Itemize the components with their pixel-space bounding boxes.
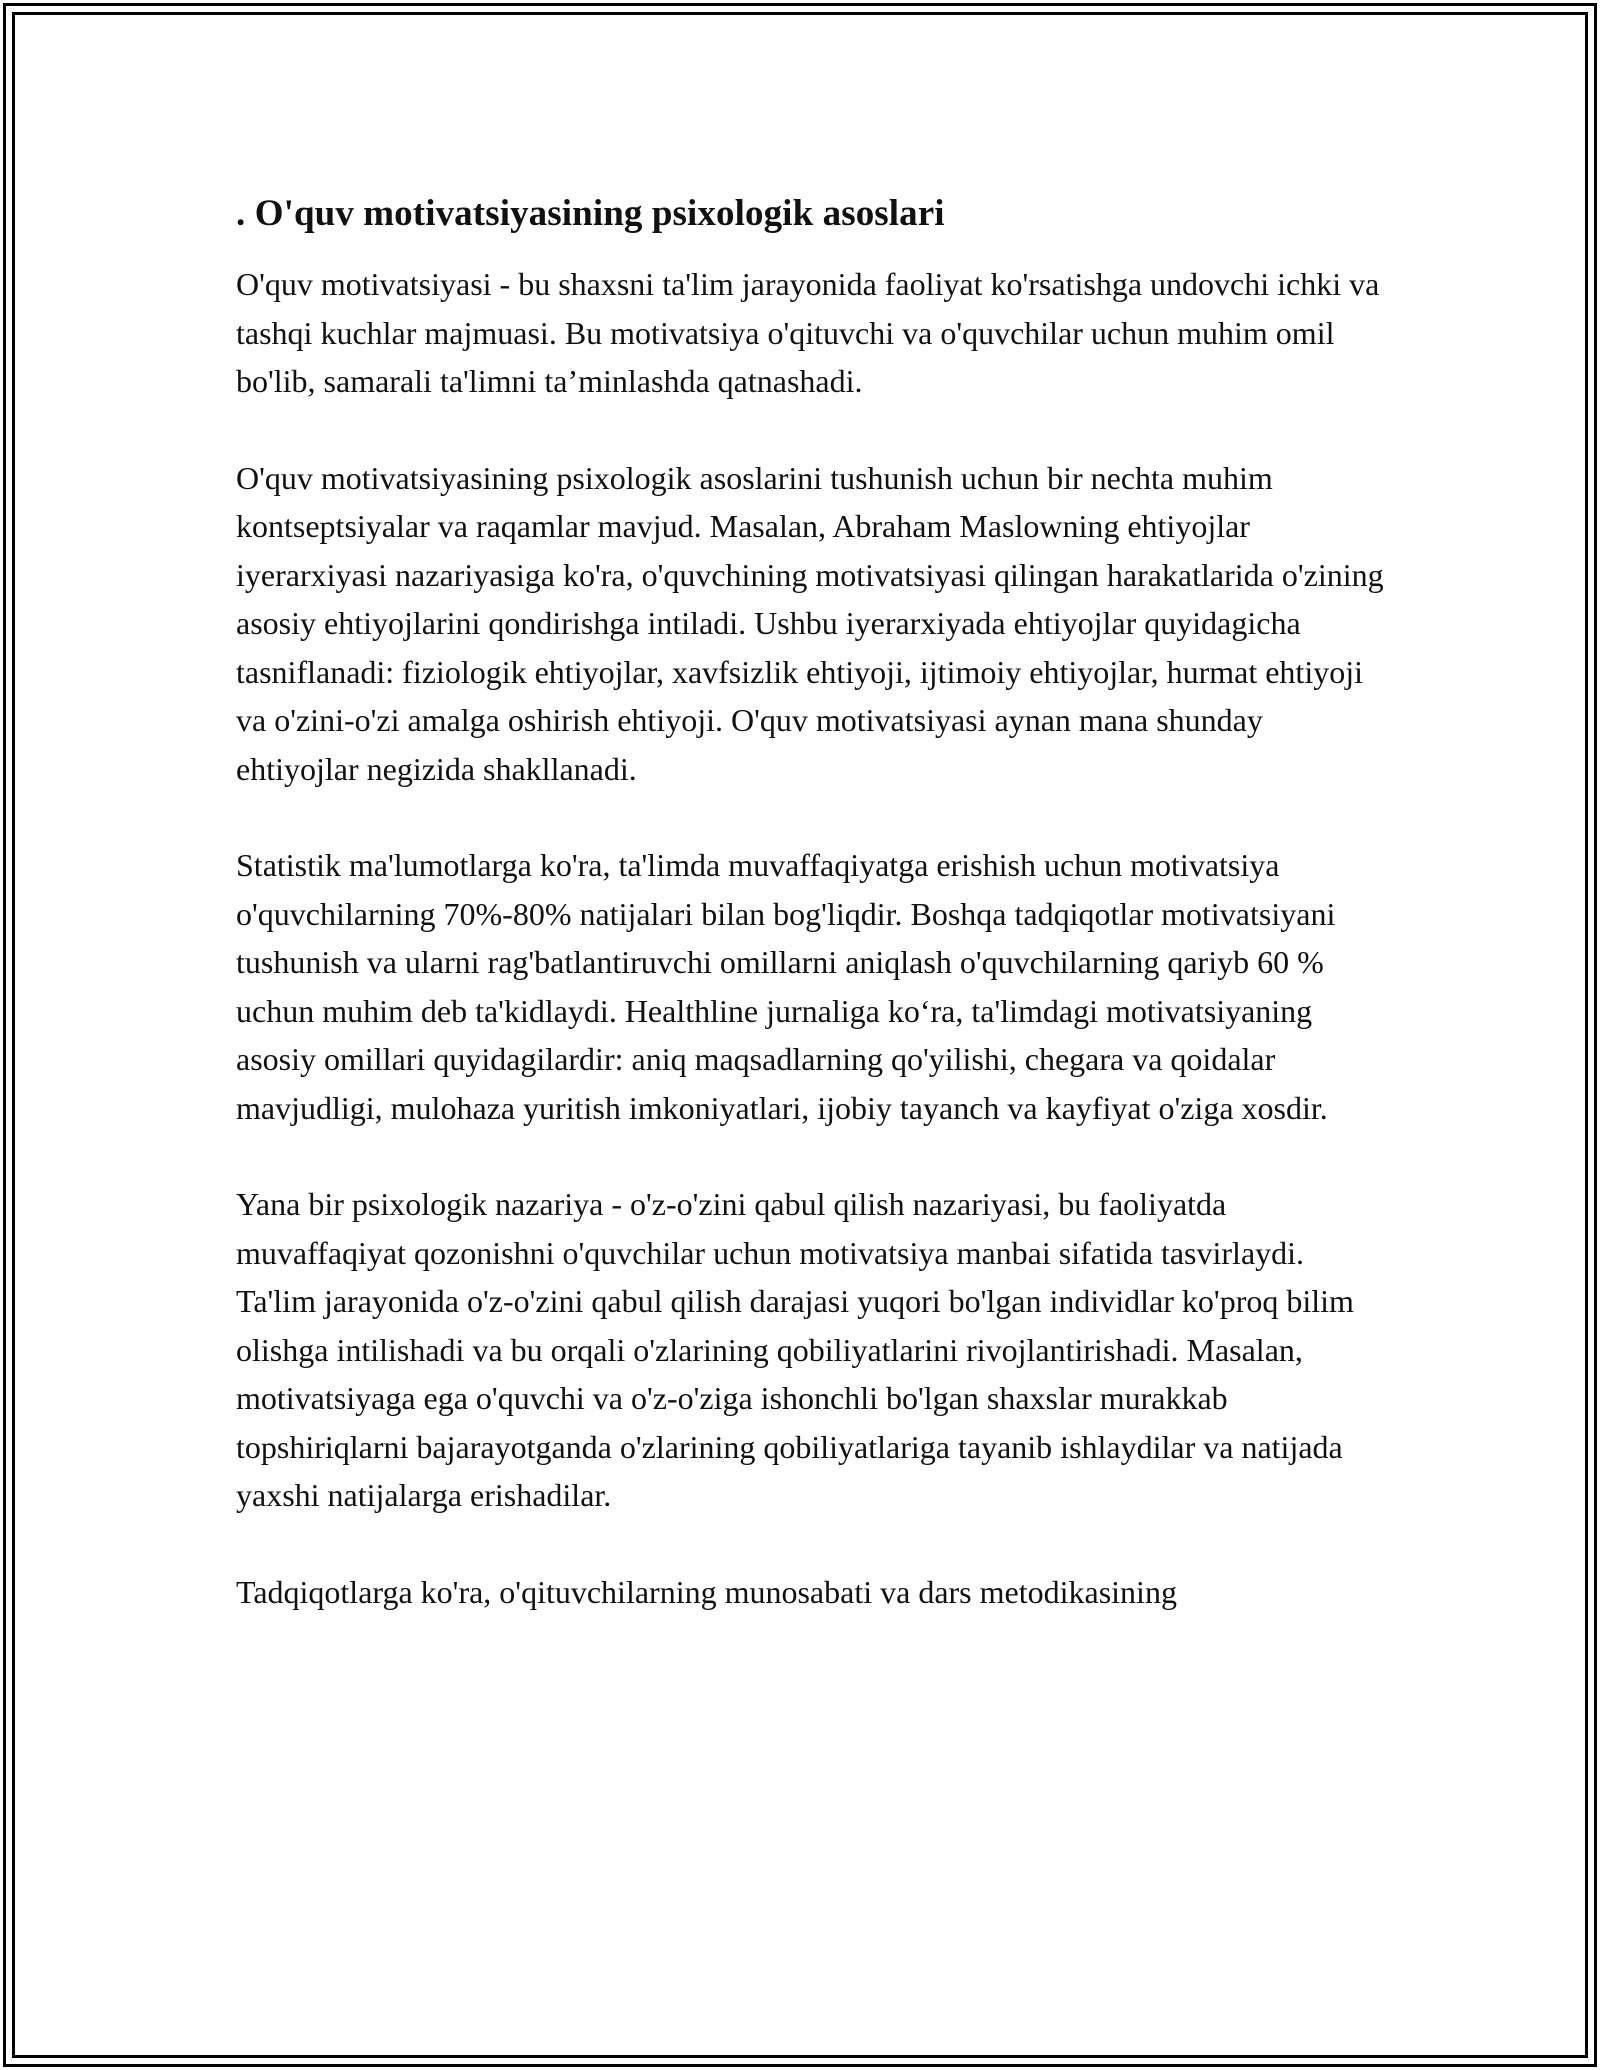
paragraph-self-acceptance-theory: Yana bir psixologik nazariya - o'z-o'zini qabul qilish nazariyasi, bu faoliyatda muvaffaqiyat qozonishni o'quvchilar uchun motivatsiya manbai sifatida tasvirlaydi. Ta'lim jarayonida o'z-o'zini qabul qilish darajasi yuqori bo'lgan individlar ko'proq bilim olishga intilishadi va bu orqali o'zlarining qobiliyatlarini rivojlantirishadi. Masalan, motivatsiyaga ega o'quvchi va o'z-o'ziga ishonchli bo'lgan shaxslar murakkab topshiriqlarni bajarayotganda o'zlarining qobiliyatlariga tayanib ishlaydilar va natijada yaxshi natijalarga erishadilar. <box>236 1186 1354 1513</box>
paragraph-research-continuation: Tadqiqotlarga ko'ra, o'qituvchilarning munosabati va dars metodikasining <box>236 1573 1177 1610</box>
section-heading: . O'quv motivatsiyasining psixologik asoslari <box>236 193 945 234</box>
document-body <box>236 190 1386 1664</box>
paragraph-maslow-hierarchy: O'quv motivatsiyasining psixologik asoslarini tushunish uchun bir nechta muhim kontseptsiyalar va raqamlar mavjud. Masalan, Abraham Maslowning ehtiyojlar iyerarxiyasi nazariyasiga ko'ra, o'quvchining motivatsiyasi qilingan harakatlarida o'zining asosiy ehtiyojlarini qondirishga intiladi. Ushbu iyerarxiyada ehtiyojlar quyidagicha tasniflanadi: fiziologik ehtiyojlar, xavfsizlik ehtiyoji, ijtimoiy ehtiyojlar, hurmat ehtiyoji va o'zini-o'zi amalga oshirish ehtiyoji. O'quv motivatsiyasi aynan mana shunday ehtiyojlar negizida shakllanadi. <box>236 459 1384 787</box>
paragraph-statistics: Statistik ma'lumotlarga ko'ra, ta'limda muvaffaqiyatga erishish uchun motivatsiya o'quvchilarning 70%-80% natijalari bilan bog'liqdir. Boshqa tadqiqotlar motivatsiyani tushunish va ularni rag'batlantiruvchi omillarni aniqlash o'quvchilarning qariyb 60 % uchun muhim deb ta'kidlaydi. Healthline jurnaliga ko‘ra, ta'limdagi motivatsiyaning asosiy omillari quyidagilardir: aniq maqsadlarning qo'yilishi, chegara va qoidalar mavjudligi, mulohaza yuritish imkoniyatlari, ijobiy tayanch va kayfiyat o'ziga xosdir. <box>236 847 1336 1126</box>
paragraph-definition: O'quv motivatsiyasi - bu shaxsni ta'lim jarayonida faoliyat ko'rsatishga undovchi ichki va tashqi kuchlar majmuasi. Bu motivatsiya o'qituvchi va o'quvchilar uchun muhim omil bo'lib, samarali ta'limni ta’minlashda qatnashadi. <box>236 266 1380 399</box>
